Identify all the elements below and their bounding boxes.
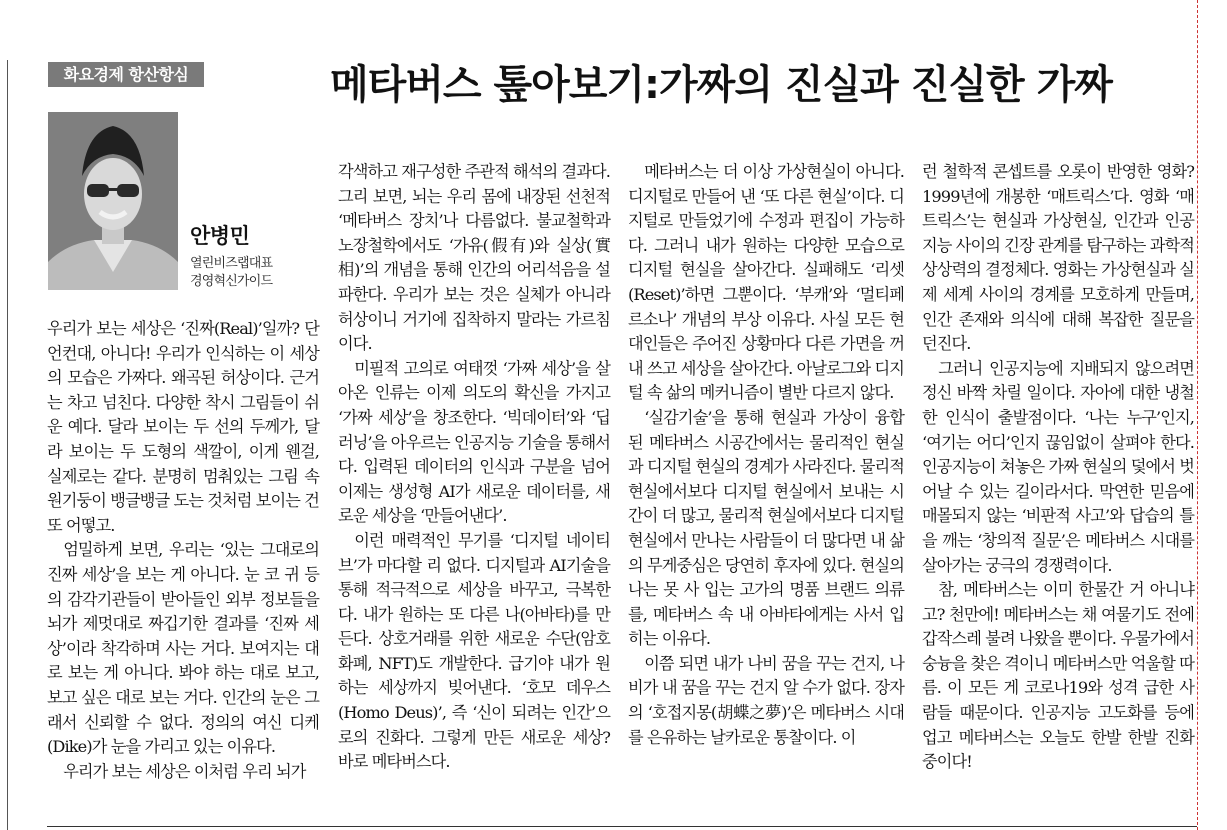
headline: 메타버스 톺아보기:가짜의 진실과 진실한 가짜 [330,62,1112,108]
article-paragraph: 엄밀하게 보면, 우리는 ‘있는 그대로의 진짜 세상’을 보는 게 아니다. 눈 코 귀 등의 감각기관들이 받아들인 외부 정보들을 뇌가 제멋대로 짜깁기한 결과를 ‘진짜 세상’이라 착각하며 사는 거다. 보여지는 대로 보는 게 아니다. 봐야 하는 대로 보고, 보고 싶은 대로 보는 거다. 인간의 눈은 그래서 신뢰할 수 없다. 정의의 여신 디케(Dike)가 눈을 가리고 있는 이유다. [47,540,319,757]
article-paragraph: 미필적 고의로 여태껏 ‘가짜 세상’을 살아온 인류는 이제 의도의 확신을 가지고 ‘가짜 세상’을 창조한다. ‘빅데이터’와 ‘딥러닝’을 아우르는 인공지능 기술을 통해서다. 입력된 데이터의 인식과 구분을 넘어 이제는 생성형 AI가 새로운 데이터를, 새로운 세상을 ‘만들어낸다’. [338,358,610,526]
article-paragraph: 우리가 보는 세상은 이처럼 우리 뇌가 [63,761,306,781]
author-photo [48,112,178,290]
article-column [338,160,610,775]
section-tag: 화요경제 항산항심 [48,62,204,87]
article-paragraph: 런 철학적 콘셉트를 오롯이 반영한 영화? 1999년에 개봉한 ‘매트릭스’다. 영화 ‘매트릭스’는 현실과 가상현실, 인간과 인공지능 사이의 긴장 관계를 탐구하는 과학적 상상력의 결정체다. 영화는 가상현실과 실제 세계 사이의 경계를 모호하게 만들며, 인간 존재와 의식에 대해 복잡한 질문을 던진다. [922,162,1194,354]
article-column [922,160,1194,775]
article-paragraph: 우리가 보는 세상은 ‘진짜(Real)’일까? 단언컨대, 아니다! 우리가 인식하는 이 세상의 모습은 가짜다. 왜곡된 허상이다. 근거는 차고 넘친다. 다양한 착시 그림들이 쉬운 예다. 달라 보이는 두 선의 두께가, 달라 보이는 두 도형의 색깔이, 이게 웬걸, 실제로는 같다. 분명히 멈춰있는 그림 속 원기둥이 뱅글뱅글 도는 것처럼 보이는 건 또 어떻고. [47,319,319,535]
article-paragraph: 메타버스는 더 이상 가상현실이 아니다. 디지털로 만들어 낸 ‘또 다른 현실’이다. 디지털로 만들었기에 수정과 편집이 가능하다. 그러니 내가 원하는 다양한 모습으로 디지털 현실을 살아간다. 실패해도 ‘리셋(Reset)’하면 그뿐이다. ‘부캐’와 ‘멀티페르소나’ 개념의 부상 이유다. 사실 모든 현대인들은 주어진 상황마다 다른 가면을 꺼내 쓰고 세상을 살아간다. 아날로그와 디지털 속 삶의 메커니즘이 별반 다르지 않다. [628,162,905,403]
article-column [47,317,319,784]
article-paragraph: 이쯤 되면 내가 나비 꿈을 꾸는 건지, 나비가 내 꿈을 꾸는 건지 알 수가 없다. 장자의 ‘호접지몽(胡蝶之夢)’은 메타버스 시대를 은유하는 날카로운 통찰이다. 이 [628,653,904,747]
article-column [628,160,904,750]
left-margin-rule [7,60,8,830]
article-paragraph: ‘실감기술’을 통해 현실과 가상이 융합된 메타버스 시공간에서는 물리적인 현실과 디지털 현실의 경계가 사라진다. 물리적 현실에서보다 디지털 현실에서 보내는 시간이 더 많고, 물리적 현실에서보다 디지털 현실에서 만나는 사람들이 더 많다면 내 삶의 무게중심은 당연히 후자에 있다. 현실의 나는 못 사 입는 고가의 명품 브랜드 의류를, 메타버스 속 내 아바타에게는 사서 입히는 이유다. [628,407,905,649]
author-name: 안병민 [190,224,250,248]
bottom-rule [47,826,1197,827]
article-paragraph: 그러니 인공지능에 지배되지 않으려면 정신 바짝 차릴 일이다. 자아에 대한 냉철한 인식이 출발점이다. ‘나는 누구’인지, ‘여기는 어디’인지 끊임없이 살펴야 한다. 인공지능이 쳐놓은 가짜 현실의 덫에서 벗어날 수 있는 길이라서다. 막연한 믿음에 매몰되지 않는 ‘비판적 사고’와 답습의 틀을 깨는 ‘창의적 질문’은 메타버스 시대를 살아가는 궁극의 경쟁력이다. [922,358,1194,575]
author-role: 열린비즈랩대표 [190,256,273,271]
author-role: 경영혁신가이드 [190,274,273,289]
article-paragraph: 이런 매력적인 무기를 ‘디지털 네이티브’가 마다할 리 없다. 디지털과 AI기술을 통해 적극적으로 세상을 바꾸고, 극복한다. 내가 원하는 또 다른 나(아바타)를 만든다. 상호거래를 위한 새로운 수단(암호화폐, NFT)도 개발한다. 급기야 내가 원하는 세상까지 빚어낸다. ‘호모 데우스(Homo Deus)’, 즉 ‘신이 되려는 인간’으로의 진화다. 그렇게 만든 새로운 세상? 바로 메타버스다. [338,530,610,772]
page-edge-guide [1197,0,1198,830]
article-paragraph: 참, 메타버스는 이미 한물간 거 아니냐고? 천만에! 메타버스는 채 여물기도 전에 갑작스레 불려 나왔을 뿐이다. 우물가에서 숭늉을 찾은 격이니 메타버스만 억울할 따름. 이 모든 게 코로나19와 성격 급한 사람들 때문이다. 인공지능 고도화를 등에 업고 메타버스는 오늘도 한발 한발 진화 중이다! [922,580,1194,772]
article-paragraph: 각색하고 재구성한 주관적 해석의 결과다. 그리 보면, 뇌는 우리 몸에 내장된 선천적 ‘메타버스 장치’나 다름없다. 불교철학과 노장철학에서도 ‘가유(假有)와 실상(實相)’의 개념을 통해 인간의 어리석음을 설파한다. 우리가 보는 것은 실체가 아니라 허상이니 거기에 집착하지 말라는 가르침이다. [338,162,610,354]
